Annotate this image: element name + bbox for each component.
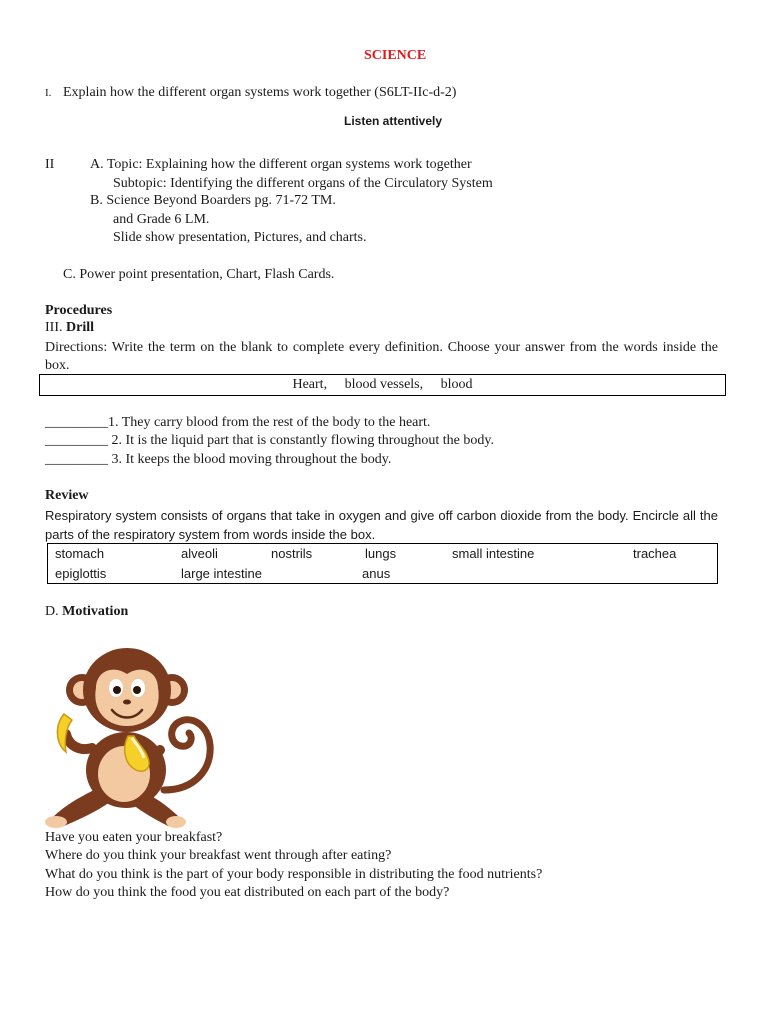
topic-line: A. Topic: Explaining how the different organ systems work together bbox=[90, 157, 472, 172]
motivation-question: What do you think is the part of your body responsible in distributing the food nutrients? bbox=[45, 867, 543, 882]
motivation-question: Where do you think your breakfast went through after eating? bbox=[45, 848, 392, 863]
review-word: nostrils bbox=[271, 546, 313, 561]
review-word: trachea bbox=[633, 546, 677, 561]
objective-text: Explain how the different organ systems work together (S6LT-IIc-d-2) bbox=[63, 85, 457, 100]
drill-item: _________ 3. It keeps the blood moving throughout the body. bbox=[45, 452, 392, 467]
review-word: alveoli bbox=[181, 546, 218, 561]
motivation-question: Have you eaten your breakfast? bbox=[45, 830, 223, 845]
drill-word-list: Heart, blood vessels, blood bbox=[292, 377, 473, 392]
review-word-box bbox=[47, 543, 718, 584]
review-word: lungs bbox=[365, 546, 397, 561]
drill-item: _________ 2. It is the liquid part that is constantly flowing throughout the body. bbox=[45, 433, 494, 448]
motivation-question: How do you think the food you eat distributed on each part of the body? bbox=[45, 885, 450, 900]
review-heading: Review bbox=[45, 488, 89, 503]
drill-word-box bbox=[39, 374, 726, 396]
listen-note: Listen attentively bbox=[344, 114, 443, 128]
section-ii-marker: II bbox=[45, 157, 55, 172]
reference-b-line: B. Science Beyond Boarders pg. 71-72 TM. bbox=[90, 193, 336, 208]
drill-marker: III. bbox=[45, 320, 63, 335]
subtopic-line: Subtopic: Identifying the different organs of the Circulatory System bbox=[113, 176, 493, 191]
procedures-heading: Procedures bbox=[45, 303, 113, 318]
review-text: Respiratory system consists of organs that take in oxygen and give off carbon dioxide from the body. Encircle all the parts of the respiratory system from words inside the box. bbox=[45, 508, 718, 542]
drill-heading bbox=[45, 320, 94, 336]
motivation-title: Motivation bbox=[62, 604, 129, 619]
drill-directions: Directions: Write the term on the blank to complete every definition. Choose your answer from the words inside the box. bbox=[45, 340, 718, 373]
monkey-eating-banana-icon bbox=[44, 640, 216, 830]
drill-title: Drill bbox=[66, 320, 94, 335]
reference-b-line-3: Slide show presentation, Pictures, and charts. bbox=[113, 230, 367, 245]
reference-b-line-2: and Grade 6 LM. bbox=[113, 212, 210, 227]
drill-item: _________1. They carry blood from the rest of the body to the heart. bbox=[45, 415, 431, 430]
review-word: epiglottis bbox=[55, 566, 107, 581]
review-word: anus bbox=[362, 566, 391, 581]
motivation-heading bbox=[45, 604, 128, 620]
reference-c-line: C. Power point presentation, Chart, Flash Cards. bbox=[63, 267, 335, 282]
page-title: SCIENCE bbox=[364, 48, 427, 63]
motivation-marker: D. bbox=[45, 604, 59, 619]
objective-marker: I. bbox=[45, 87, 52, 99]
review-word: large intestine bbox=[181, 566, 262, 581]
review-word: stomach bbox=[55, 546, 105, 561]
review-word: small intestine bbox=[452, 546, 535, 561]
